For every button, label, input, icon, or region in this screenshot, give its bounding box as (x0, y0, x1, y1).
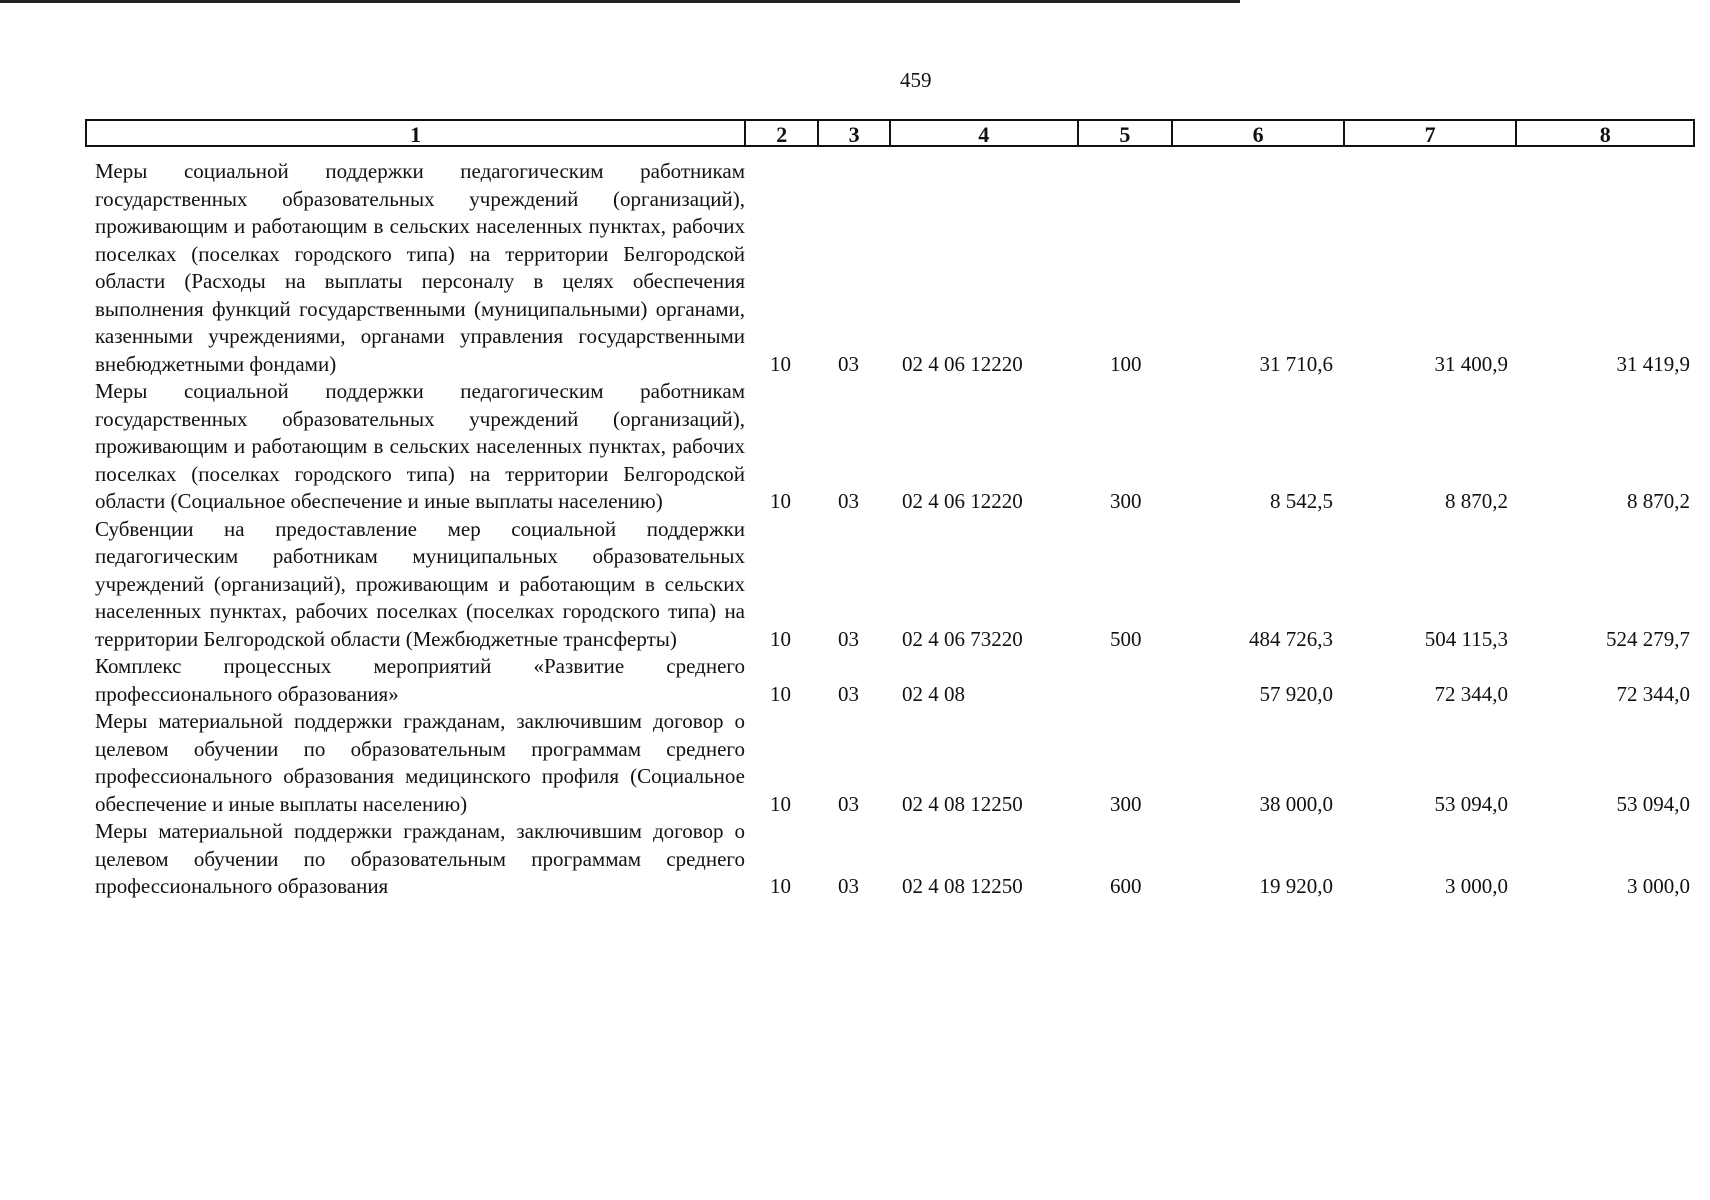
row-razdel: 10 (770, 681, 791, 706)
row-sum-col6: 484 726,3 (1249, 626, 1333, 651)
row-expense-type: 300 (1110, 791, 1142, 816)
row-razdel: 10 (770, 626, 791, 651)
row-podrazdel: 03 (838, 351, 859, 376)
row-target-code: 02 4 06 73220 (902, 626, 1023, 651)
header-col-2: 2 (746, 121, 819, 145)
row-sum-col8: 31 419,9 (1616, 351, 1690, 376)
header-col-5: 5 (1079, 121, 1174, 145)
row-sum-col8: 8 870,2 (1627, 489, 1690, 513)
row-sum-col7: 3 000,0 (1445, 874, 1508, 898)
header-col-7: 7 (1345, 121, 1518, 145)
header-col-8: 8 (1599, 122, 1611, 147)
row-sum-col8: 53 094,0 (1616, 791, 1690, 816)
row-expense-type: 500 (1110, 626, 1142, 651)
page-number: 459 (900, 68, 932, 92)
row-razdel: 10 (770, 791, 791, 816)
row-target-code: 02 4 08 12250 (902, 874, 1023, 898)
row-sum-col6: 57 920,0 (1259, 681, 1333, 706)
row-razdel: 10 (770, 874, 791, 898)
row-description: Меры материальной поддержки гражданам, заключившим договор о целевом обучении по образовательным программам среднего профессионального образования медицинского профиля (Социальное обеспечение и иные выплаты населению) (95, 709, 745, 816)
row-podrazdel: 03 (838, 489, 859, 513)
row-description: Меры социальной поддержки педагогическим работникам государственных образовательных учреждений (организаций), проживающим и работающим в сельских населенных пунктах, рабочих поселках (поселках городского типа) на территории Белгородской области (Социальное обеспечение и иные выплаты населению) (95, 379, 745, 513)
table-row (85, 158, 1695, 378)
header-col-3: 3 (819, 121, 891, 145)
table-header (85, 119, 1695, 147)
table-row (85, 516, 1695, 654)
row-expense-type: 300 (1110, 489, 1142, 513)
row-sum-col7: 53 094,0 (1434, 791, 1508, 816)
row-sum-col8: 72 344,0 (1616, 681, 1690, 706)
row-sum-col7: 72 344,0 (1434, 681, 1508, 706)
row-expense-type: 100 (1110, 351, 1142, 376)
row-description: Меры социальной поддержки педагогическим работникам государственных образовательных учреждений (организаций), проживающим и работающим в сельских населенных пунктах, рабочих поселках (поселках городского типа) на территории Белгородской области (Расходы на выплаты персоналу в целях обеспечения выполнения функций государственными (муниципальными) органами, казенными учреждениями, органами управления государственными внебюджетными фондами) (95, 159, 745, 376)
header-col-6: 6 (1173, 121, 1345, 145)
row-expense-type: 600 (1110, 874, 1142, 898)
row-sum-col6: 8 542,5 (1270, 489, 1333, 513)
table-row (85, 653, 1695, 708)
row-podrazdel: 03 (838, 626, 859, 651)
row-description: Меры материальной поддержки гражданам, заключившим договор о целевом обучении по образовательным программам среднего профессионального образования (95, 819, 745, 898)
table-row (85, 818, 1695, 901)
table-body (85, 158, 1695, 901)
row-sum-col6: 31 710,6 (1259, 351, 1333, 376)
header-col-1: 1 (87, 121, 746, 145)
row-sum-col6: 38 000,0 (1259, 791, 1333, 816)
row-target-code: 02 4 08 12250 (902, 791, 1023, 816)
row-description: Комплекс процессных мероприятий «Развитие среднего профессионального образования» (95, 654, 745, 706)
row-sum-col7: 504 115,3 (1424, 626, 1508, 651)
row-podrazdel: 03 (838, 681, 859, 706)
row-razdel: 10 (770, 351, 791, 376)
row-podrazdel: 03 (838, 874, 859, 898)
row-target-code: 02 4 06 12220 (902, 351, 1023, 376)
header-col-4: 4 (891, 121, 1079, 145)
table-row (85, 708, 1695, 818)
row-sum-col8: 524 279,7 (1606, 626, 1690, 651)
top-rule (0, 0, 1240, 3)
row-sum-col7: 31 400,9 (1434, 351, 1508, 376)
row-sum-col8: 3 000,0 (1627, 874, 1690, 898)
row-razdel: 10 (770, 489, 791, 513)
row-target-code: 02 4 08 (902, 681, 965, 706)
table-row (85, 378, 1695, 516)
row-description: Субвенции на предоставление мер социальной поддержки педагогическим работникам муниципальных образовательных учреждений (организаций), проживающим и работающим в сельских населенных пунктах, рабочих поселках (поселках городского типа) на территории Белгородской области (Межбюджетные трансферты) (95, 516, 745, 651)
row-sum-col6: 19 920,0 (1259, 874, 1333, 898)
row-target-code: 02 4 06 12220 (902, 489, 1023, 513)
row-podrazdel: 03 (838, 791, 859, 816)
row-sum-col7: 8 870,2 (1445, 489, 1508, 513)
